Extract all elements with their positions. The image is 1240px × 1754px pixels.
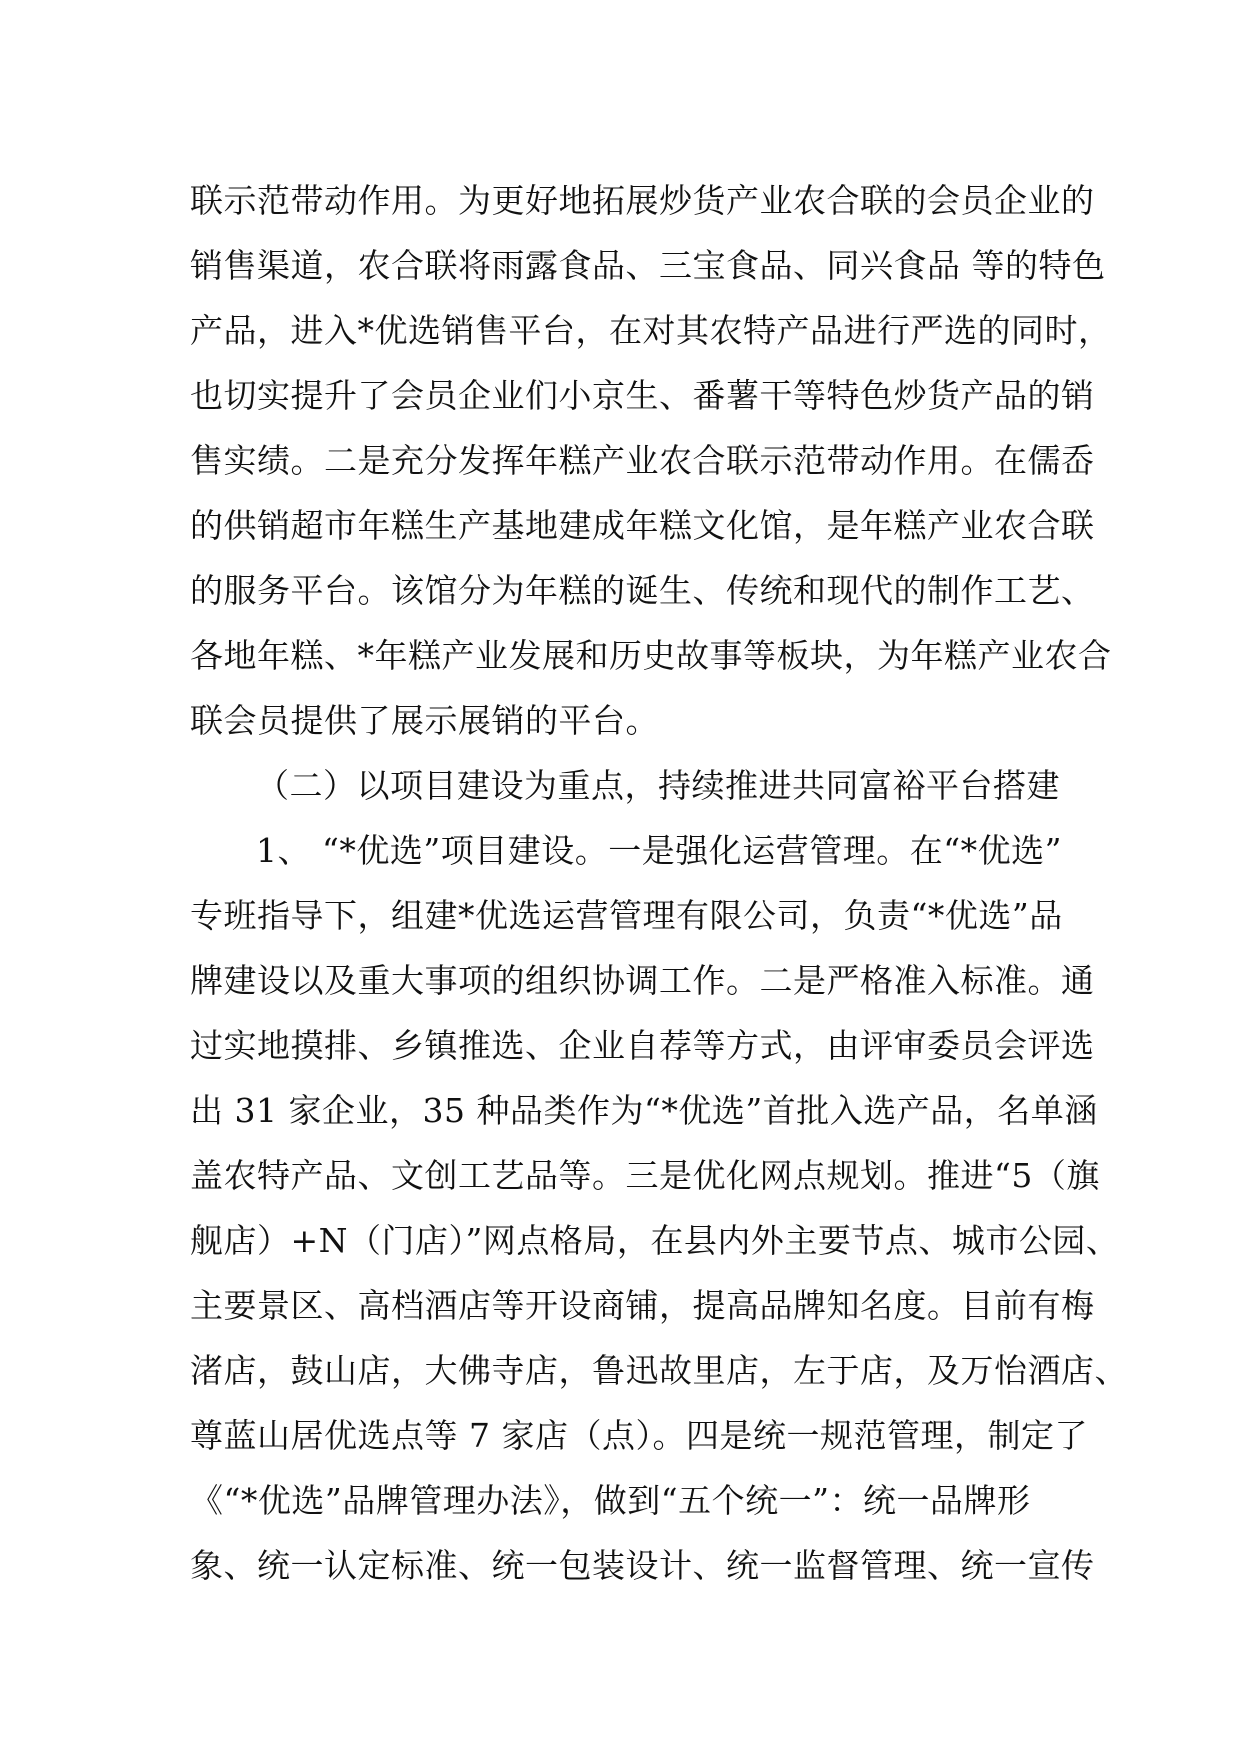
text-line: 1、 “*优选”项目建设。一是强化运营管理。在“*优选” [256, 831, 1062, 870]
body-text [190, 168, 1128, 1598]
text-line: 联示范带动作用。为更好地拓展炒货产业农合联的会员企业的 [190, 181, 1095, 220]
text-line: 也切实提升了会员企业们小京生、番薯干等特色炒货产品的销 [190, 376, 1095, 415]
text-line: 《“*优选”品牌管理办法》，做到“五个统一”：统一品牌形 [190, 1481, 1031, 1520]
text-line: 渚店，鼓山店，大佛寺店，鲁迅故里店，左于店，及万怡酒店、 [190, 1351, 1128, 1390]
text-line: （二）以项目建设为重点，持续推进共同富裕平台搭建 [256, 766, 1060, 805]
text-line: 主要景区、高档酒店等开设商铺，提高品牌知名度。目前有梅 [190, 1286, 1095, 1325]
text-line: 牌建设以及重大事项的组织协调工作。二是严格准入标准。通 [190, 961, 1095, 1000]
text-line: 盖农特产品、文创工艺品等。三是优化网点规划。推进“5（旗 [190, 1156, 1100, 1195]
text-line: 过实地摸排、乡镇推选、企业自荐等方式，由评审委员会评选 [190, 1026, 1095, 1065]
text-line: 的服务平台。该馆分为年糕的诞生、传统和现代的制作工艺、 [190, 571, 1095, 610]
text-line: 销售渠道，农合联将雨露食品、三宝食品、同兴食品 等的特色 [190, 246, 1106, 285]
text-line: 售实绩。二是充分发挥年糕产业农合联示范带动作用。在儒岙 [190, 441, 1095, 480]
text-line: 各地年糕、*年糕产业发展和历史故事等板块，为年糕产业农合 [190, 636, 1112, 675]
text-line: 出 31 家企业，35 种品类作为“*优选”首批入选产品，名单涵 [190, 1091, 1098, 1130]
text-line: 专班指导下，组建*优选运营管理有限公司，负责“*优选”品 [190, 896, 1063, 935]
text-line: 产品，进入*优选销售平台，在对其农特产品进行严选的同时， [190, 311, 1112, 350]
text-line: 象、统一认定标准、统一包装设计、统一监督管理、统一宣传 [190, 1546, 1095, 1585]
text-line: 联会员提供了展示展销的平台。 [190, 701, 659, 740]
text-line: 舰店）+N（门店）”网点格局，在县内外主要节点、城市公园、 [190, 1221, 1120, 1260]
text-line: 的供销超市年糕生产基地建成年糕文化馆，是年糕产业农合联 [190, 506, 1095, 545]
text-line: 尊蓝山居优选点等 7 家店（点）。四是统一规范管理，制定了 [190, 1416, 1088, 1455]
